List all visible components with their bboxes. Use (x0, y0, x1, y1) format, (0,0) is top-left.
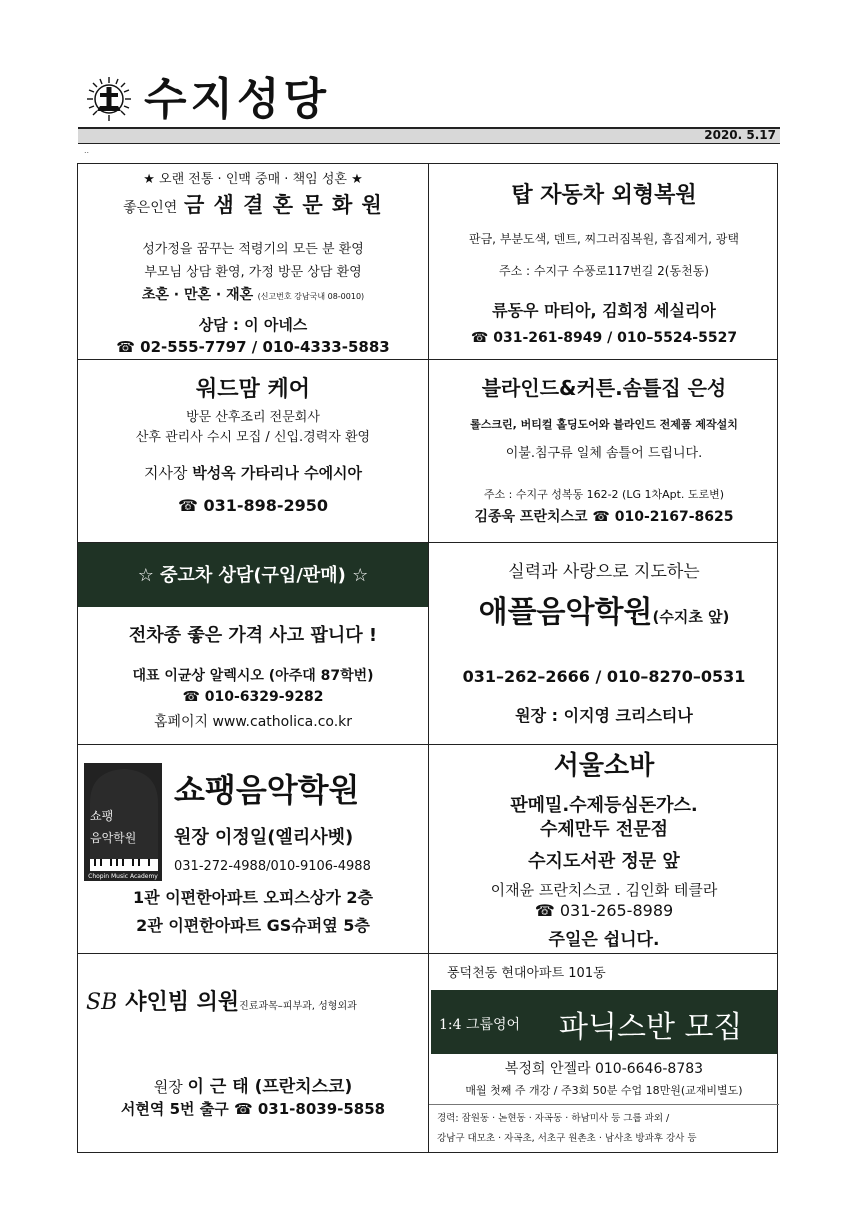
apple-title (429, 593, 779, 637)
wedding-name: 금 샘 결 혼 문 화 원 (183, 193, 383, 217)
ad-seoul-soba (429, 745, 779, 953)
soba-phone: ☎ 031-265-8989 (534, 901, 674, 920)
usedcar-banner-bg (78, 543, 428, 607)
usedcar-homepage[interactable]: 홈페이지 www.catholica.co.kr (153, 714, 353, 730)
bulletin-header (80, 70, 780, 130)
shinebeam-departments: 진료과목–피부과, 성형외과 (239, 1001, 357, 1012)
ad-apple-music (429, 543, 779, 744)
phonics-career1: 경력: 잠원동 · 논현동 · 자곡동 · 하남미사 등 그룹 과외 / (437, 1113, 670, 1124)
chopin-logo-en: Chopin Music Academy (88, 873, 158, 880)
chopin-name: 쇼팽음악학원 (174, 771, 360, 809)
ad-usedcar (78, 543, 428, 744)
auto-name: 탑 자동차 외형복원 (511, 183, 697, 208)
shinebeam-logo-icon: SB (86, 990, 118, 1015)
ad-auto (429, 164, 779, 359)
apple-phone: 031–262–2666 / 010–8270–0531 (462, 667, 746, 686)
woodmom-name: 워드맘 케어 (196, 377, 310, 402)
soba-line2: 수제만두 전문점 (540, 819, 668, 840)
wedding-line1: 성가정을 꿈꾸는 적령기의 모든 분 환영 (142, 242, 364, 257)
shinebeam-phone: ☎ 031-8039-5858 (233, 1100, 386, 1118)
phonics-banner-small: 1:4 그룹영어 (439, 1017, 521, 1033)
soba-closed: 주일은 쉽니다. (548, 930, 660, 950)
woodmom-line1: 방문 산후조리 전문회사 (186, 410, 320, 425)
apple-location: (수지초 앞) (652, 608, 730, 626)
wedding-contact: 상담 : 이 아네스 (198, 316, 308, 334)
woodmom-branch: 지사장 박성옥 가타리나 수에시아 (143, 464, 363, 482)
blind-line1: 롤스크린, 버티컬 홀딩도어와 블라인드 전제품 제작설치 (470, 418, 738, 431)
date-bar (78, 129, 780, 144)
chopin-logo-text: 쇼팽 음악학원 (90, 809, 137, 845)
phonics-banner (431, 990, 777, 1054)
ad-phonics (429, 954, 779, 1152)
wedding-phone: ☎ 02-555-7797 / 010-4333-5883 (116, 338, 390, 356)
auto-services: 판금, 부분도색, 덴트, 찌그러짐복원, 흠집제거, 광택 (469, 232, 739, 246)
ad-woodmom (78, 360, 428, 542)
ad-grid (77, 163, 778, 1153)
ad-chopin (78, 745, 428, 953)
apple-name: 애플음악학원 (478, 595, 653, 630)
phonics-career2: 강남구 대모초 · 자곡초, 서초구 원촌초 · 남사초 방과후 강사 등 (437, 1133, 697, 1144)
blind-name: 블라인드&커튼.솜틀집 은성 (481, 376, 727, 400)
soba-owners: 이재윤 프란치스코 . 김인화 테클라 (490, 881, 718, 899)
phonics-banner-big: 파닉스반 모집 (559, 1010, 743, 1045)
woodmom-phone: ☎ 031-898-2950 (177, 496, 329, 515)
phonics-teacher: 복정희 안젤라 010-6646-8783 (504, 1061, 704, 1077)
cross-logo-icon (86, 76, 132, 122)
phonics-schedule: 매월 첫째 주 개강 / 주3회 50분 수업 18만원(교재비별도) (465, 1084, 743, 1097)
soba-location: 수지도서관 정문 앞 (528, 851, 680, 872)
header-dots: .. (84, 146, 90, 155)
wedding-prefix: 좋은인연 (123, 200, 178, 216)
apple-tagline: 실력과 사랑으로 지도하는 (508, 562, 700, 582)
shinebeam-title (86, 988, 426, 1022)
shinebeam-name: 샤인빔 의원 (125, 990, 240, 1015)
usedcar-banner: ☆ 중고차 상담(구입/판매) ☆ (137, 565, 369, 586)
shinebeam-contact (78, 1098, 428, 1119)
shinebeam-location: 서현역 5번 출구 (120, 1100, 229, 1118)
soba-line1: 판메밀.수제등심돈가스. (510, 795, 698, 816)
chopin-director: 원장 이정일(엘리사벳) (174, 827, 354, 848)
ad-wedding (78, 164, 428, 359)
shinebeam-director: 원장 이 근 태 (프란치스코) (153, 1077, 353, 1097)
phonics-divider (429, 1104, 779, 1105)
wedding-title (78, 190, 428, 223)
blind-address: 주소 : 수지구 성복동 162-2 (LG 1차Apt. 도로변) (483, 488, 725, 501)
usedcar-line1: 전차종 좋은 가격 사고 팝니다 ! (128, 625, 378, 646)
usedcar-phone: ☎ 010-6329-9282 (182, 689, 324, 705)
wedding-license: (신고번호 강남국내 08-0010) (257, 292, 365, 301)
chopin-branch1: 1관 이편한아파트 오피스상가 2층 (133, 888, 373, 907)
soba-name: 서울소바 (553, 751, 655, 781)
chopin-phone: 031-272-4988/010-9106-4988 (174, 859, 371, 874)
woodmom-line2: 산후 관리사 수시 모집 / 신입.경력자 환영 (135, 430, 371, 445)
usedcar-owner: 대표 이균상 알렉시오 (아주대 87학번) (132, 668, 374, 684)
piano-logo-icon (84, 763, 162, 881)
auto-address: 주소 : 수지구 수풍로117번길 2(동천동) (499, 264, 709, 278)
chopin-branch2: 2관 이편한아파트 GS슈퍼옆 5층 (136, 916, 370, 935)
ad-shinebeam (78, 954, 428, 1152)
wedding-line2: 부모님 상담 환영, 가정 방문 상담 환영 (144, 265, 362, 280)
auto-owners: 류동우 마티아, 김희정 세실리아 (492, 301, 716, 320)
apple-director: 원장 : 이지영 크리스티나 (515, 706, 693, 725)
phonics-address: 풍덕천동 현대아파트 101동 (447, 966, 606, 981)
auto-phone: ☎ 031-261-8949 / 010–5524-5527 (470, 330, 738, 346)
church-name: 수지성당 (144, 74, 331, 125)
ad-blind (429, 360, 779, 542)
wedding-tagline: ★ 오랜 전통 · 인맥 중매 · 책임 성혼 ★ (143, 172, 363, 187)
bulletin-date: 2020. 5.17 (704, 128, 776, 142)
blind-contact: 김종욱 프란치스코 ☎ 010-2167-8625 (474, 509, 734, 525)
wedding-line3: 초혼 · 만혼 · 재혼 (신고번호 강남국내 08-0010) (141, 287, 365, 303)
blind-line2: 이불.침구류 일체 솜틀어 드립니다. (505, 446, 703, 461)
